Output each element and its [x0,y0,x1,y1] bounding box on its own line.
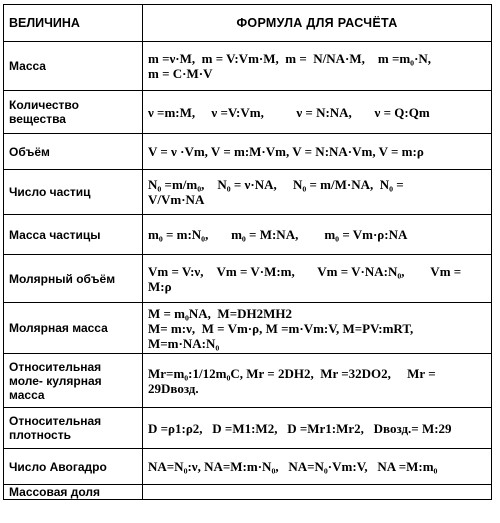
formula-cell [143,303,492,354]
table-row [4,170,492,215]
formula-text: M = m₀NA, M=DH2MH2 M= m:ν, M = Vm·ρ, M =m·Vm:V, M=PV:mRT, M=m·NA:N₀ [148,305,414,351]
quantity-cell: Молярный объём [4,255,143,303]
table-row [4,449,492,485]
formula-text: NA=N₀:ν, NA=M:m·N₀, NA=N₀·Vm:V, NA =M:m₀ [148,459,438,474]
quantity-cell: Массовая доля [4,485,143,500]
formula-text: N₀ =m/m₀, N₀ = ν·NA, N₀ = m/M·NA, N₀ = V/Vm·NA [148,177,404,207]
header-formula: ФОРМУЛА ДЛЯ РАСЧЁТА [143,5,492,42]
formula-cell [143,255,492,303]
formula-table [3,4,492,500]
formula-text: Vm = V:ν, Vm = V·M:m, Vm = V·NA:N₀, Vm = M:ρ [148,263,462,294]
table-row [4,303,492,354]
formula-text: m₀ = m:N₀, m₀ = M:NA, m₀ = Vm·ρ:NA [148,227,408,242]
table-row [4,134,492,170]
header-quantity: ВЕЛИЧИНА [4,5,143,42]
formula-cell [143,91,492,134]
formula-text: Mr=m₀:1/12m₀C, Mr = 2DH2, Mr =32DO2, Mr = 29Dвозд. [148,365,436,396]
quantity-cell: Масса [4,42,143,91]
table-row [4,215,492,255]
formula-cell [143,354,492,408]
quantity-cell: Относительная моле- кулярная масса [4,354,143,408]
formula-text: ν =m:M, ν =V:Vm, ν = N:NA, ν = Q:Qm [148,104,430,120]
formula-text: D =ρ1:ρ2, D =M1:M2, D =Mr1:Mr2, Dвозд.= M:29 [148,420,452,436]
table-row [4,485,492,500]
quantity-cell: Относительная плотность [4,408,143,449]
formula-cell [143,134,492,170]
quantity-cell: Объём [4,134,143,170]
table-row [4,255,492,303]
formula-cell [143,485,492,500]
table-row [4,42,492,91]
quantity-cell: Масса частицы [4,215,143,255]
quantity-cell: Число Авогадро [4,449,143,485]
formula-text: V = ν ·Vm, V = m:M·Vm, V = N:NA·Vm, V = m:ρ [148,144,424,159]
table-row [4,91,492,134]
formula-cell [143,408,492,449]
formula-cell [143,449,492,485]
quantity-cell: Молярная масса [4,303,143,354]
formula-text: m =ν·M, m = V:Vm·M, m = N/NA·M, m =m₀·N, m = C·M·V [148,51,432,81]
formula-cell [143,42,492,91]
table-row [4,408,492,449]
quantity-cell: Число частиц [4,170,143,215]
formula-cell [143,170,492,215]
formula-cell [143,215,492,255]
quantity-cell: Количество вещества [4,91,143,134]
table-header-row [4,5,492,42]
table-row [4,354,492,408]
